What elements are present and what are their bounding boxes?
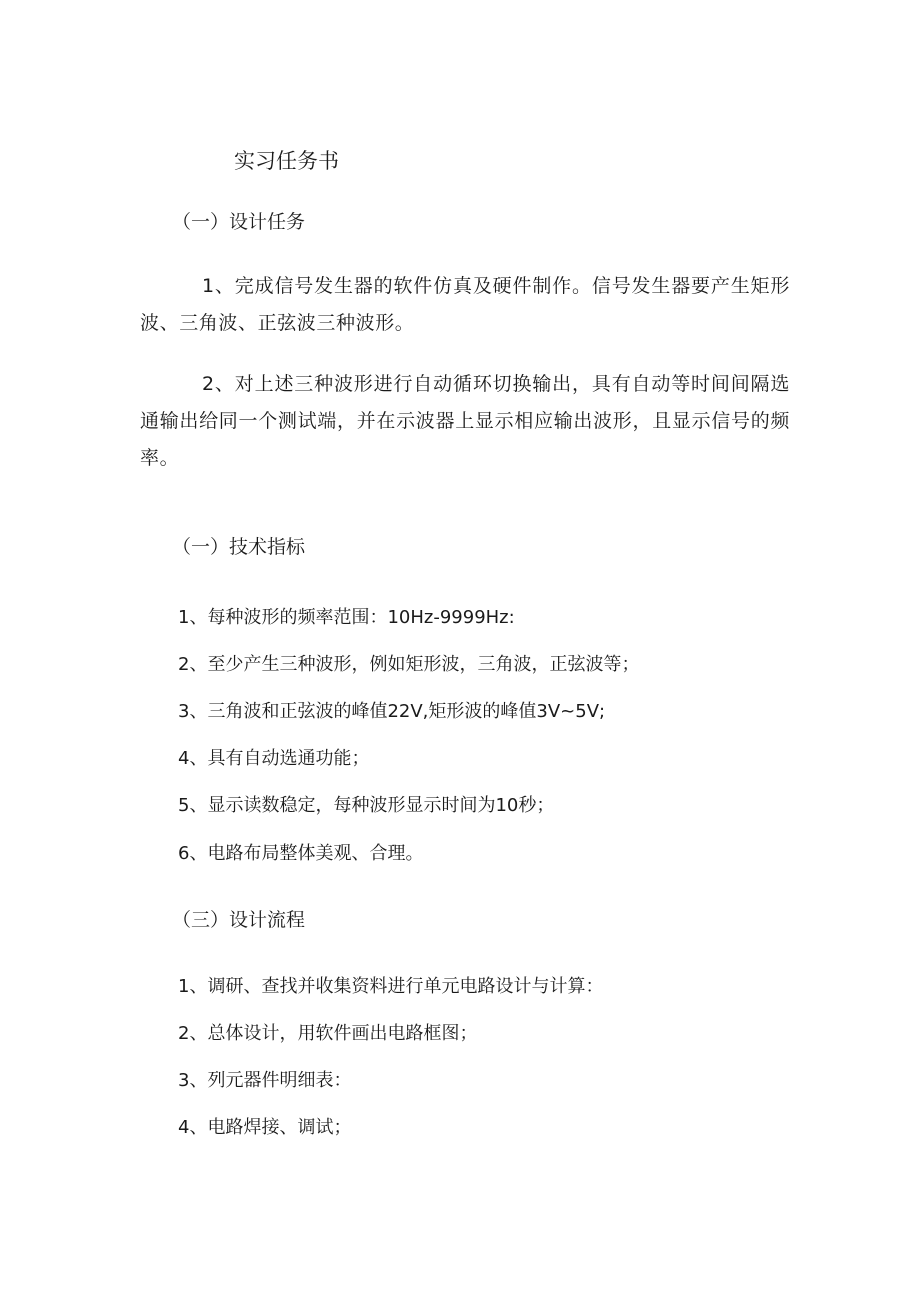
flow-item-2: 2、总体设计，用软件画出电路框图；	[178, 1023, 478, 1044]
spec-item-4: 4、具有自动选通功能；	[178, 748, 370, 769]
section-heading-design-task: （一）设计任务	[172, 211, 306, 233]
spec-item-2: 2、至少产生三种波形，例如矩形波，三角波，正弦波等；	[178, 654, 640, 675]
spec-item-5: 5、显示读数稳定，每种波形显示时间为10秒；	[178, 795, 555, 816]
section-heading-design-flow: （三）设计流程	[172, 909, 306, 931]
paragraph-task-2: 2、对上述三种波形进行自动循环切换输出，具有自动等时间间隔选通输出给同一个测试端，并在示波器上显示相应输出波形，且显示信号的频率。	[140, 373, 790, 469]
section-heading-tech-specs: （一）技术指标	[172, 536, 306, 558]
flow-item-1: 1、调研、查找并收集资料进行单元电路设计与计算：	[178, 976, 604, 997]
document-title: 实习任务书	[234, 149, 339, 173]
paragraph-task-1: 1、完成信号发生器的软件仿真及硬件制作。信号发生器要产生矩形波、三角波、正弦波三种波形。	[140, 275, 790, 334]
spec-item-6: 6、电路布局整体美观、合理。	[178, 843, 424, 864]
spec-item-1: 1、每种波形的频率范围：10Hz-9999Hz:	[178, 607, 515, 628]
spec-item-3: 3、三角波和正弦波的峰值22V,矩形波的峰值3V~5V;	[178, 701, 606, 722]
flow-item-4: 4、电路焊接、调试；	[178, 1117, 352, 1138]
flow-item-3: 3、列元器件明细表：	[178, 1070, 352, 1091]
